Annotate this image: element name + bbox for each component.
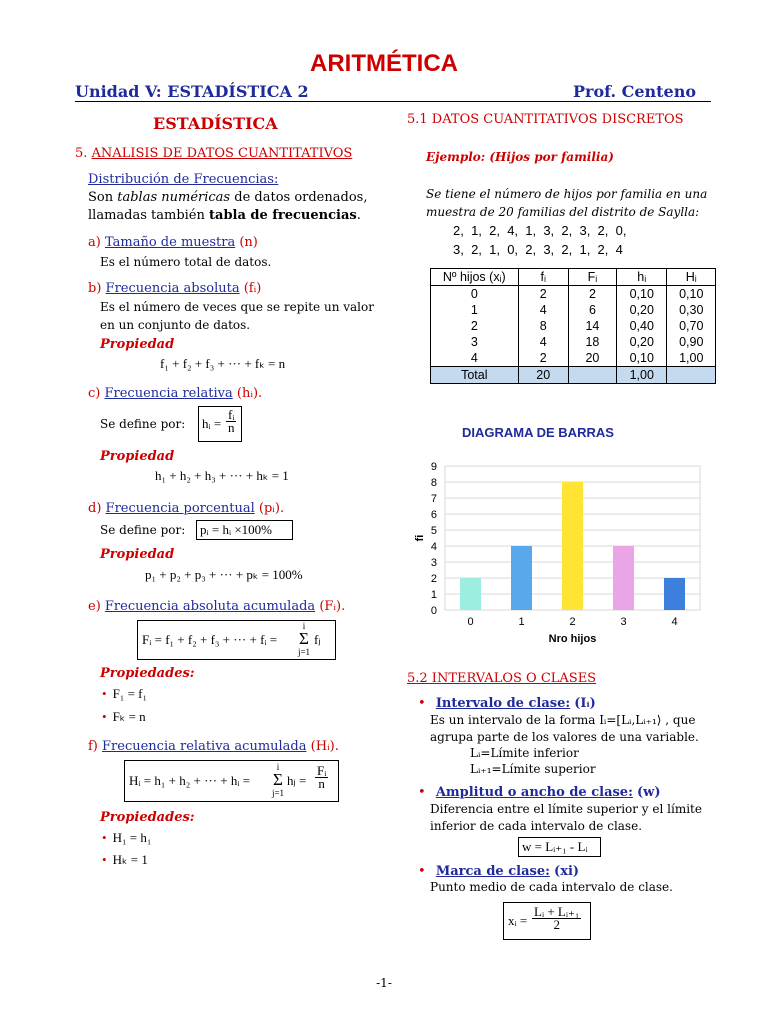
item-title: Amplitud o ancho de clase: bbox=[435, 785, 633, 800]
denominator: 2 bbox=[553, 917, 560, 932]
cell: 0,10 bbox=[667, 286, 716, 303]
distribution-text-2: llamadas también tabla de frecuencias. bbox=[88, 208, 361, 223]
cell: 4 bbox=[518, 302, 568, 318]
item-title: Frecuencia absoluta acumulada bbox=[104, 599, 316, 614]
col-header-Fi: Fᵢ bbox=[568, 269, 616, 286]
item-b-heading bbox=[88, 281, 261, 296]
bar-chart bbox=[405, 455, 715, 650]
y-tick-label: 6 bbox=[430, 509, 437, 521]
sigma: Σ bbox=[299, 629, 309, 648]
page-number: -1- bbox=[376, 976, 392, 990]
sum-term: fⱼ bbox=[314, 632, 321, 647]
table-row bbox=[431, 302, 716, 318]
distribution-title: Distribución de Frecuencias: bbox=[88, 172, 279, 187]
property-label: Propiedad bbox=[100, 449, 175, 464]
y-tick-label: 5 bbox=[430, 525, 437, 537]
text-bold: tabla de frecuencias bbox=[209, 208, 357, 223]
formula-c: h₁ + h₂ + h₃ + ··· + hₖ = 1 bbox=[155, 468, 289, 483]
numerator: Fᵢ bbox=[317, 763, 327, 778]
class-mark-heading bbox=[418, 864, 579, 879]
item-symbol: (fᵢ) bbox=[243, 281, 262, 296]
col-header-fi: fᵢ bbox=[518, 269, 568, 286]
item-label: f) bbox=[88, 739, 98, 754]
item-symbol: (Hᵢ). bbox=[310, 739, 339, 754]
cell: 20 bbox=[518, 367, 568, 384]
teacher-name: Prof. Centeno bbox=[573, 82, 697, 101]
cell: 1 bbox=[431, 302, 519, 318]
cell: 4 bbox=[518, 334, 568, 350]
cell: 14 bbox=[568, 318, 616, 334]
property-f-2 bbox=[102, 852, 148, 868]
property-e-1 bbox=[102, 686, 147, 702]
fraction-c bbox=[226, 409, 236, 434]
x-tick-label: 3 bbox=[620, 616, 627, 628]
cell: 2 bbox=[568, 286, 616, 303]
item-symbol: (n) bbox=[239, 235, 258, 250]
item-title: Intervalo de clase: bbox=[435, 696, 571, 711]
item-a-heading bbox=[88, 235, 258, 250]
sum-symbol bbox=[296, 621, 312, 657]
class-mark-fraction bbox=[532, 906, 581, 931]
y-tick-label: 2 bbox=[430, 573, 437, 585]
table-row bbox=[431, 318, 716, 334]
item-label: b) bbox=[88, 281, 102, 296]
cell: 0,10 bbox=[617, 286, 667, 303]
formula-box-f bbox=[124, 760, 339, 802]
denominator: n bbox=[227, 420, 235, 435]
fraction-f bbox=[315, 765, 328, 790]
cell bbox=[568, 367, 616, 384]
item-f-heading bbox=[88, 739, 339, 754]
interval-lower-limit: Lᵢ=Límite inferior bbox=[470, 746, 579, 760]
item-title: Frecuencia relativa acumulada bbox=[102, 739, 307, 754]
cell: 0,30 bbox=[667, 302, 716, 318]
item-d-heading bbox=[88, 501, 284, 516]
cell bbox=[667, 367, 716, 384]
amplitude-heading bbox=[418, 785, 661, 800]
define-label-c: Se define por: bbox=[100, 417, 186, 431]
x-tick-label: 2 bbox=[569, 616, 576, 628]
table-row bbox=[431, 334, 716, 350]
text: Hₖ = 1 bbox=[112, 852, 148, 867]
col-header-hi: hᵢ bbox=[617, 269, 667, 286]
cell: Total bbox=[431, 367, 519, 384]
sum-symbol bbox=[270, 762, 286, 798]
distribution-text-1 bbox=[88, 190, 367, 205]
y-tick-label: 4 bbox=[430, 541, 437, 553]
cell: 6 bbox=[568, 302, 616, 318]
formula-box-d: pᵢ = hᵢ ×100% bbox=[196, 520, 293, 540]
item-label: c) bbox=[88, 386, 101, 401]
item-b-text-2: en un conjunto de datos. bbox=[100, 318, 251, 332]
cell: 0 bbox=[431, 286, 519, 303]
text: de datos ordenados, bbox=[234, 190, 368, 205]
y-tick-label: 0 bbox=[430, 605, 437, 617]
cell: 20 bbox=[568, 350, 616, 367]
cell: 3 bbox=[431, 334, 519, 350]
sum-upper: i bbox=[302, 621, 306, 631]
properties-label: Propiedades: bbox=[100, 666, 195, 681]
text: 5.1 DATOS CUANTITATIVOS DISCRETOS bbox=[407, 112, 684, 127]
x-tick-label: 0 bbox=[467, 616, 474, 628]
interval-text-2: agrupa parte de los valores de una variable. bbox=[430, 730, 699, 744]
text: H₁ = h₁ bbox=[112, 830, 152, 845]
item-symbol: (hᵢ). bbox=[236, 386, 263, 401]
bar-0 bbox=[460, 578, 481, 610]
table-total-row bbox=[431, 367, 716, 384]
cell: 0,40 bbox=[617, 318, 667, 334]
cell: 2 bbox=[518, 350, 568, 367]
property-label: Propiedad bbox=[100, 547, 175, 562]
text: llamadas también bbox=[88, 208, 205, 223]
table-row bbox=[431, 350, 716, 367]
numerator: Lᵢ + Lᵢ₊₁ bbox=[534, 904, 580, 919]
item-title: Frecuencia porcentual bbox=[105, 501, 255, 516]
cell: 1,00 bbox=[617, 367, 667, 384]
y-tick-label: 1 bbox=[430, 589, 437, 601]
item-symbol: (pᵢ). bbox=[258, 501, 285, 516]
property-e-2 bbox=[102, 709, 146, 725]
cell: 8 bbox=[518, 318, 568, 334]
item-symbol: (w) bbox=[637, 785, 661, 800]
formula-f-lhs: Hᵢ = h₁ + h₂ + ··· + hᵢ = bbox=[129, 773, 251, 788]
example-text-2: muestra de 20 familias del distrito de Saylla: bbox=[426, 205, 700, 219]
item-title: Frecuencia absoluta bbox=[105, 281, 240, 296]
page-title: ARITMÉTICA bbox=[310, 50, 458, 77]
unit-title: Unidad V: ESTADÍSTICA 2 bbox=[75, 82, 309, 101]
cell: 0,90 bbox=[667, 334, 716, 350]
bar-2 bbox=[562, 482, 583, 610]
item-label: d) bbox=[88, 501, 102, 516]
section-52-title: 5.2 INTERVALOS O CLASES bbox=[407, 671, 597, 686]
x-tick-label: 1 bbox=[518, 616, 525, 628]
item-symbol: (Fᵢ). bbox=[319, 599, 346, 614]
define-label-d: Se define por: bbox=[100, 523, 186, 537]
x-tick-label: 4 bbox=[671, 616, 678, 628]
col-header-Hi: Hᵢ bbox=[667, 269, 716, 286]
formula-e-lhs: Fᵢ = f₁ + f₂ + f₃ + ··· + fᵢ = bbox=[142, 632, 278, 647]
cell: 1,00 bbox=[667, 350, 716, 367]
cell: 2 bbox=[431, 318, 519, 334]
text-italic: tablas numéricas bbox=[117, 190, 231, 205]
formula-box-e bbox=[137, 620, 336, 660]
y-axis-label: fi bbox=[414, 534, 426, 542]
class-mark-text: Punto medio de cada intervalo de clase. bbox=[430, 880, 673, 894]
item-c-heading bbox=[88, 386, 262, 401]
data-row-2: 3, 2, 1, 0, 2, 3, 2, 1, 2, 4 bbox=[453, 242, 623, 257]
sum-lower: j=1 bbox=[297, 647, 311, 657]
cell: 0,70 bbox=[667, 318, 716, 334]
section-heading: ESTADÍSTICA bbox=[153, 114, 278, 133]
example-title: Ejemplo: (Hijos por familia) bbox=[426, 150, 614, 164]
cell: 0,10 bbox=[617, 350, 667, 367]
item-b-text-1: Es el número de veces que se repite un valor bbox=[100, 300, 374, 314]
cell: 2 bbox=[518, 286, 568, 303]
cell: 0,20 bbox=[617, 302, 667, 318]
example-text-1: Se tiene el número de hijos por familia en una bbox=[426, 187, 708, 201]
formula-c-lhs: hᵢ = bbox=[202, 416, 222, 431]
item-title: Marca de clase: bbox=[435, 864, 550, 879]
item-label: a) bbox=[88, 235, 101, 250]
bar-4 bbox=[664, 578, 685, 610]
x-axis-label: Nro hijos bbox=[548, 633, 597, 645]
item-a-text: Es el número total de datos. bbox=[100, 255, 272, 269]
text: Son bbox=[88, 190, 114, 205]
amplitude-text-1: Diferencia entre el límite superior y el límite bbox=[430, 802, 702, 816]
section-5-label: ANALISIS DE DATOS CUANTITATIVOS bbox=[91, 146, 353, 161]
formula-d: p₁ + p₂ + p₃ + ··· + pₖ = 100% bbox=[145, 567, 303, 582]
class-mark-lhs: xᵢ = bbox=[508, 913, 528, 928]
sum-lower: j=1 bbox=[271, 788, 285, 798]
section-51-title bbox=[407, 112, 684, 127]
y-tick-label: 3 bbox=[430, 557, 437, 569]
sum-upper: i bbox=[276, 762, 280, 772]
properties-label: Propiedades: bbox=[100, 810, 195, 825]
amplitude-formula-box: w = Lᵢ₊₁ - Lᵢ bbox=[518, 837, 601, 857]
y-tick-label: 8 bbox=[430, 477, 437, 489]
text: F₁ = f₁ bbox=[112, 686, 148, 701]
interval-heading bbox=[418, 696, 596, 711]
formula-box-c bbox=[198, 406, 242, 442]
interval-upper-limit: Lᵢ₊₁=Límite superior bbox=[470, 762, 596, 776]
section-5-number: 5. bbox=[75, 146, 88, 161]
item-symbol: (xi) bbox=[554, 864, 580, 879]
interval-text-1: Es un intervalo de la forma Iᵢ=[Lᵢ,Lᵢ₊₁⟩ , que bbox=[430, 713, 696, 727]
table-header-row bbox=[431, 269, 716, 286]
item-symbol: (Iᵢ) bbox=[574, 696, 596, 711]
sigma: Σ bbox=[273, 770, 283, 789]
frequency-table bbox=[430, 268, 716, 384]
class-mark-formula-box bbox=[503, 902, 591, 940]
cell: 18 bbox=[568, 334, 616, 350]
y-tick-label: 7 bbox=[430, 493, 437, 505]
col-header-x: Nº hijos (xᵢ) bbox=[431, 269, 519, 286]
property-label: Propiedad bbox=[100, 337, 175, 352]
item-e-heading bbox=[88, 599, 345, 614]
denominator: n bbox=[318, 776, 325, 791]
cell: 4 bbox=[431, 350, 519, 367]
sum-term: hⱼ = bbox=[287, 773, 307, 788]
chart-title: DIAGRAMA DE BARRAS bbox=[462, 425, 614, 440]
cell: 0,20 bbox=[617, 334, 667, 350]
item-label: e) bbox=[88, 599, 101, 614]
table-row bbox=[431, 286, 716, 303]
bar-3 bbox=[613, 546, 634, 610]
section-5-title bbox=[75, 146, 352, 161]
data-row-1: 2, 1, 2, 4, 1, 3, 2, 3, 2, 0, bbox=[453, 223, 627, 238]
item-title: Frecuencia relativa bbox=[104, 386, 233, 401]
item-title: Tamaño de muestra bbox=[104, 235, 236, 250]
y-tick-label: 9 bbox=[430, 461, 437, 473]
text: Fₖ = n bbox=[112, 709, 146, 724]
property-f-1 bbox=[102, 830, 151, 846]
amplitude-text-2: inferior de cada intervalo de clase. bbox=[430, 819, 643, 833]
header-rule bbox=[75, 101, 711, 102]
formula-b: f₁ + f₂ + f₃ + ··· + fₖ = n bbox=[160, 356, 286, 371]
bar-1 bbox=[511, 546, 532, 610]
numerator: fᵢ bbox=[228, 407, 235, 422]
